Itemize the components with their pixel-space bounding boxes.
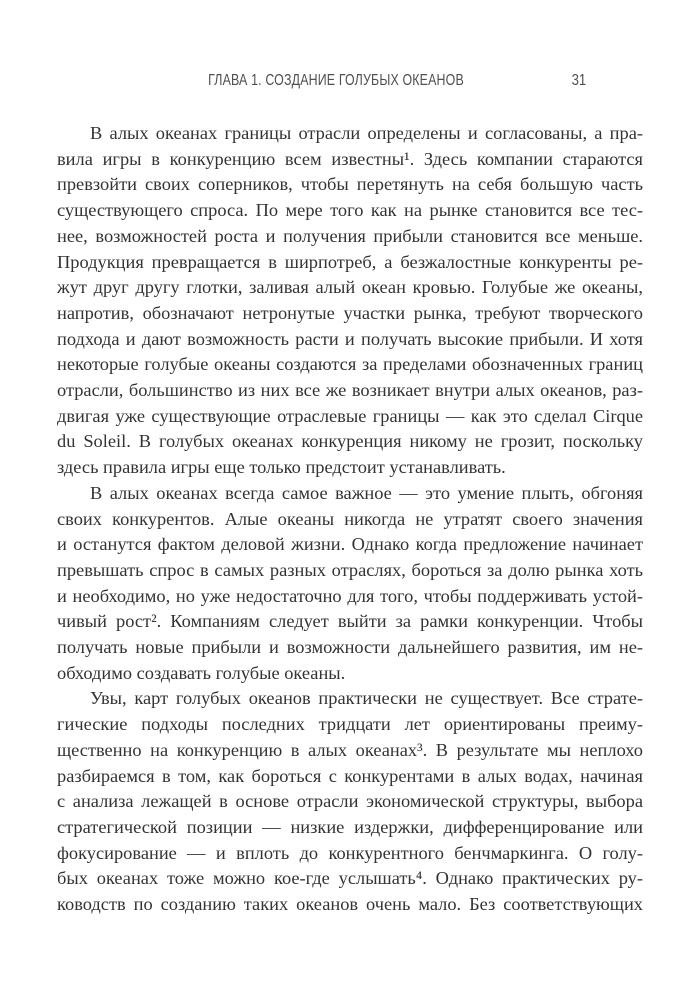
body-text — [57, 121, 643, 918]
text-line: разбираемся в том, как бороться с конкурентами в алых водах, начиная — [57, 765, 643, 786]
text-line: превышать спрос в самых разных отраслях, бороться за долю рынка хоть — [57, 559, 643, 580]
text-line: вила игры в конкуренцию всем известны¹. Здесь компании стараются — [57, 148, 643, 169]
text-line: подхода и дают возможность расти и получать высокие прибыли. И хотя — [57, 328, 643, 349]
page-number: 31 — [571, 72, 586, 89]
text-line: жут друг другу глотки, заливая алый океан кровью. Голубые же океаны, — [57, 277, 643, 298]
text-line: нее, возможностей роста и получения прибыли становится все меньше. — [57, 225, 643, 246]
paragraph — [57, 481, 643, 687]
text-line: некоторые голубые океаны создаются за пределами обозначенных границ — [57, 354, 643, 375]
text-line: здесь правила игры еще только предстоит устанавливать. — [57, 457, 506, 478]
text-line: получать новые прибыли и возможности дальнейшего развития, им не- — [57, 637, 643, 658]
text-line: стратегической позиции — низкие издержки, дифференцирование или — [57, 816, 643, 837]
text-line: ководств по созданию таких океанов очень мало. Без соответствующих — [57, 894, 643, 915]
chapter-title: ГЛАВА 1. СОЗДАНИЕ ГОЛУБЫХ ОКЕАНОВ — [208, 72, 464, 89]
text-line: чивый рост². Компаниям следует выйти за рамки конкуренции. Чтобы — [57, 611, 643, 632]
text-line: обходимо создавать голубые океаны. — [57, 662, 346, 683]
text-line: своих конкурентов. Алые океаны никогда не утратят своего значения — [57, 508, 643, 529]
paragraph — [57, 686, 643, 917]
text-line: В алых океанах всегда самое важное — это умение плыть, обгоняя — [90, 482, 643, 503]
text-line: фокусирование — и вплоть до конкурентного бенчмаркинга. О голу- — [57, 842, 643, 863]
text-line: отрасли, большинство из них все же возникает внутри алых океанов, раз- — [57, 380, 643, 401]
text-line: двигая уже существующие отраслевые границы — как это сделал Cirque — [57, 405, 643, 426]
text-line: В алых океанах границы отрасли определены и согласованы, а пра- — [90, 123, 643, 143]
text-line: гические подходы последних тридцати лет ориентированы преиму- — [57, 714, 643, 735]
text-line: Увы, карт голубых океанов практически не существует. Все страте- — [90, 688, 643, 709]
text-line: бых океанах тоже можно кое-где услышать⁴. Однако практических ру- — [57, 868, 643, 889]
text-line: Продукция превращается в ширпотреб, а безжалостные конкуренты ре- — [57, 251, 643, 272]
text-line: щественно на конкуренцию в алых океанах³. В результате мы неплохо — [57, 739, 643, 760]
text-line: напротив, обозначают нетронутые участки рынка, требуют творческого — [57, 302, 643, 323]
page-header — [0, 72, 698, 92]
text-line: и останутся фактом деловой жизни. Однако когда предложение начинает — [57, 534, 643, 555]
text-line: и необходимо, но уже недостаточно для того, чтобы поддерживать устой- — [57, 585, 643, 606]
text-line: с анализа лежащей в основе отрасли экономической структуры, выбора — [57, 791, 643, 812]
text-line: du Soleil. В голубых океанах конкуренция никому не грозит, поскольку — [57, 431, 643, 452]
text-line: превзойти своих соперников, чтобы перетянуть на себя большую часть — [57, 174, 643, 195]
paragraph — [57, 121, 643, 481]
text-line: существующего спроса. По мере того как на рынке становится все тес- — [57, 200, 643, 221]
